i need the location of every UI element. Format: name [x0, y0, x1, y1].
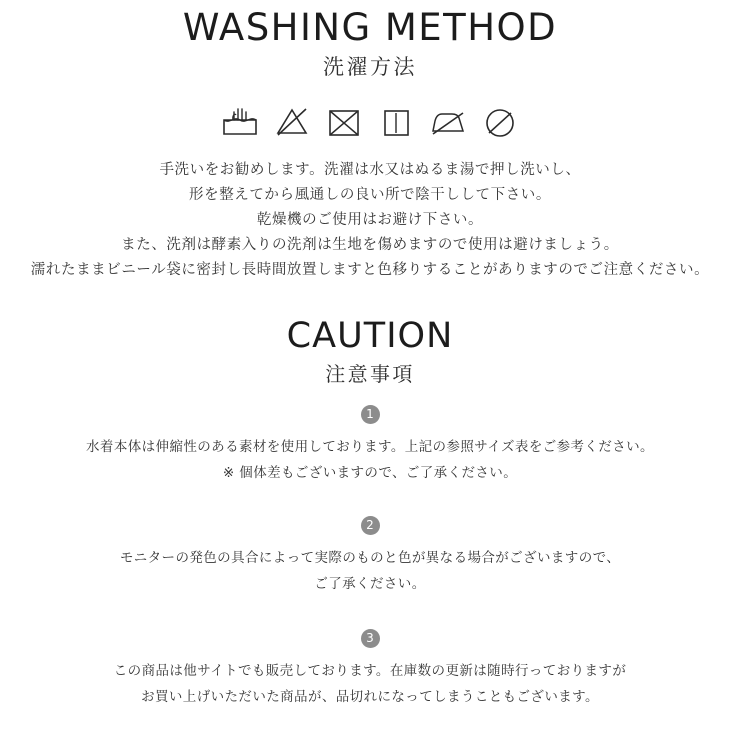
care-instructions-page: [0, 6, 740, 746]
no-bleach-symbol: [272, 102, 312, 142]
note-1-line-1: 水着本体は伸縮性のある素材を使用しております。上記の参照サイズ表をご参考ください。: [86, 439, 654, 455]
note-3-line-2: お買い上げいただいた商品が、品切れになってしまうこともございます。: [141, 689, 599, 705]
caution-note-1: [0, 405, 740, 486]
washing-line-5: 濡れたままビニール袋に密封し長時間放置しますと色移りすることがありますのでご注意ください。: [30, 262, 710, 278]
note-number-badge-1: 1: [361, 405, 380, 424]
washing-line-4: また、洗剤は酵素入りの洗剤は生地を傷めますので使用は避けましょう。: [121, 237, 619, 253]
note-number-badge-3: 3: [361, 629, 380, 648]
note-3-line-1: この商品は他サイトでも販売しております。在庫数の更新は随時行っておりますが: [113, 663, 627, 679]
no-tumble-dry-symbol: [324, 102, 364, 142]
note-2-line-2: ご了承ください。: [314, 576, 426, 592]
drip-dry-in-shade-symbol: [376, 102, 416, 142]
hand-wash-symbol: [220, 102, 260, 142]
note-text-3: [0, 658, 740, 710]
note-1-line-2: ※ 個体差もございますので、ご了承ください。: [222, 465, 518, 481]
washing-instructions: [0, 158, 740, 283]
caution-note-2: [0, 516, 740, 597]
note-2-line-1: モニターの発色の具合によって実際のものと色が異なる場合がございますので、: [119, 550, 621, 566]
caution-note-3: [0, 629, 740, 710]
washing-method-title-en: WASHING METHOD: [182, 6, 558, 49]
no-dry-clean-symbol: [480, 102, 520, 142]
caution-title-en: CAUTION: [286, 316, 454, 356]
washing-method-title-jp: 洗濯方法: [322, 55, 418, 79]
no-iron-symbol: [428, 102, 468, 142]
washing-line-1: 手洗いをお勧めします。洗濯は水又はぬるま湯で押し洗いし、: [159, 162, 581, 178]
note-text-2: [0, 545, 740, 597]
note-text-1: [0, 434, 740, 486]
washing-line-2: 形を整えてから風通しの良い所で陰干しして下さい。: [189, 187, 551, 203]
note-number-badge-2: 2: [361, 516, 380, 535]
caution-title-jp: 注意事項: [325, 362, 415, 386]
washing-line-3: 乾燥機のご使用はお避け下さい。: [256, 212, 484, 228]
care-symbol-row: [0, 100, 740, 144]
